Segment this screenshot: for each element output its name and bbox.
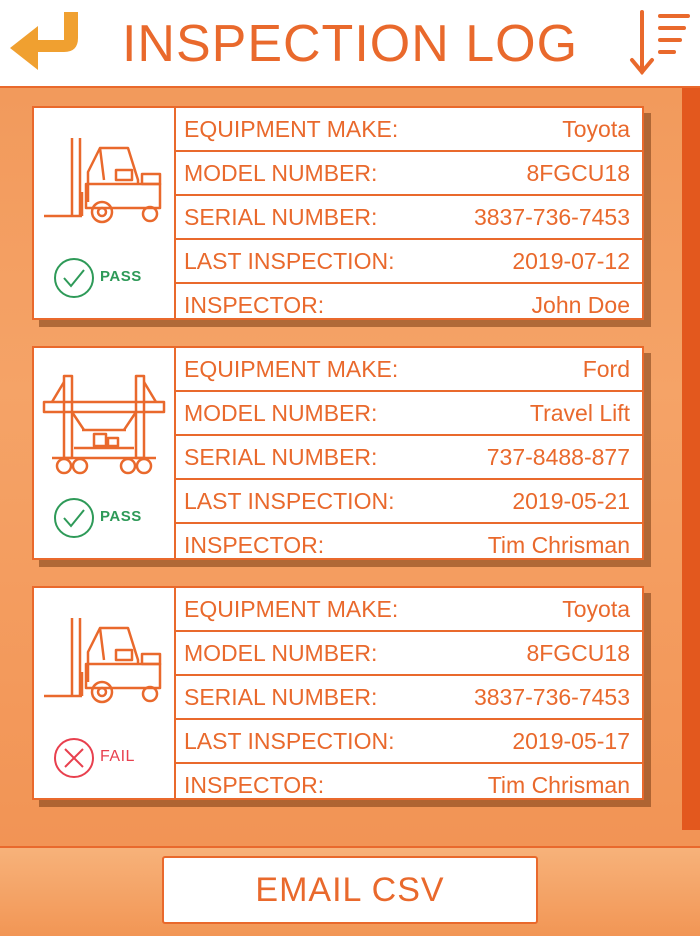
status-label: PASS — [100, 268, 142, 285]
back-arrow-icon — [8, 8, 82, 80]
card-icon-panel — [34, 588, 176, 798]
field-label: SERIAL NUMBER: — [184, 444, 378, 470]
check-circle-icon — [52, 496, 96, 540]
inspection-card[interactable] — [32, 586, 644, 800]
footer — [0, 846, 700, 936]
status-label: FAIL — [100, 748, 135, 765]
field-label: INSPECTOR: — [184, 532, 325, 558]
field-label: LAST INSPECTION: — [184, 488, 395, 514]
field-label: MODEL NUMBER: — [184, 400, 378, 426]
forklift-icon — [42, 612, 166, 720]
field-value: Tim Chrisman — [487, 532, 630, 558]
sort-descending-icon — [628, 8, 692, 80]
field-row-serial — [176, 196, 642, 240]
field-row-last-inspection — [176, 720, 642, 764]
field-label: LAST INSPECTION: — [184, 728, 395, 754]
field-row-make — [176, 108, 642, 152]
field-label: INSPECTOR: — [184, 772, 325, 798]
status-label: PASS — [100, 508, 142, 525]
field-value: 3837-736-7453 — [473, 204, 630, 230]
header — [0, 0, 700, 88]
field-row-last-inspection — [176, 480, 642, 524]
field-label: SERIAL NUMBER: — [184, 204, 378, 230]
travel-lift-icon — [42, 372, 166, 480]
field-row-model — [176, 152, 642, 196]
email-csv-button[interactable]: EMAIL CSV — [162, 856, 538, 924]
field-row-last-inspection — [176, 240, 642, 284]
field-value: 2019-05-21 — [512, 488, 630, 514]
page-title: INSPECTION LOG — [121, 15, 579, 73]
inspection-card[interactable] — [32, 346, 644, 560]
card-fields — [176, 588, 642, 798]
card-fields — [176, 108, 642, 318]
field-value: Toyota — [562, 116, 630, 142]
field-row-make — [176, 588, 642, 632]
card-icon-panel — [34, 108, 176, 318]
field-label: EQUIPMENT MAKE: — [184, 116, 399, 142]
field-row-serial — [176, 676, 642, 720]
forklift-icon — [42, 132, 166, 240]
x-circle-icon — [52, 736, 96, 780]
sort-button[interactable] — [628, 8, 692, 80]
field-row-model — [176, 632, 642, 676]
field-value: 737-8488-877 — [486, 444, 630, 470]
field-row-inspector — [176, 764, 642, 806]
card-fields — [176, 348, 642, 558]
inspection-list[interactable] — [0, 88, 700, 846]
field-value: 8FGCU18 — [526, 160, 630, 186]
status-badge — [52, 254, 162, 298]
field-label: LAST INSPECTION: — [184, 248, 395, 274]
check-circle-icon — [52, 256, 96, 300]
back-button[interactable] — [8, 8, 82, 80]
field-label: INSPECTOR: — [184, 292, 325, 318]
field-value: John Doe — [531, 292, 630, 318]
field-row-serial — [176, 436, 642, 480]
status-badge — [52, 494, 162, 538]
field-label: MODEL NUMBER: — [184, 160, 378, 186]
field-row-inspector — [176, 524, 642, 566]
field-value: Toyota — [562, 596, 630, 622]
card-icon-panel — [34, 348, 176, 558]
field-value: 2019-07-12 — [512, 248, 630, 274]
field-row-model — [176, 392, 642, 436]
field-row-make — [176, 348, 642, 392]
field-value: Tim Chrisman — [487, 772, 630, 798]
field-value: 8FGCU18 — [526, 640, 630, 666]
field-value: 2019-05-17 — [512, 728, 630, 754]
status-badge — [52, 734, 162, 778]
field-value: 3837-736-7453 — [473, 684, 630, 710]
field-label: MODEL NUMBER: — [184, 640, 378, 666]
field-label: EQUIPMENT MAKE: — [184, 356, 399, 382]
field-label: SERIAL NUMBER: — [184, 684, 378, 710]
field-value: Travel Lift — [529, 400, 630, 426]
scrollbar[interactable] — [682, 88, 700, 830]
field-label: EQUIPMENT MAKE: — [184, 596, 399, 622]
inspection-card[interactable] — [32, 106, 644, 320]
field-row-inspector — [176, 284, 642, 326]
field-value: Ford — [582, 356, 630, 382]
